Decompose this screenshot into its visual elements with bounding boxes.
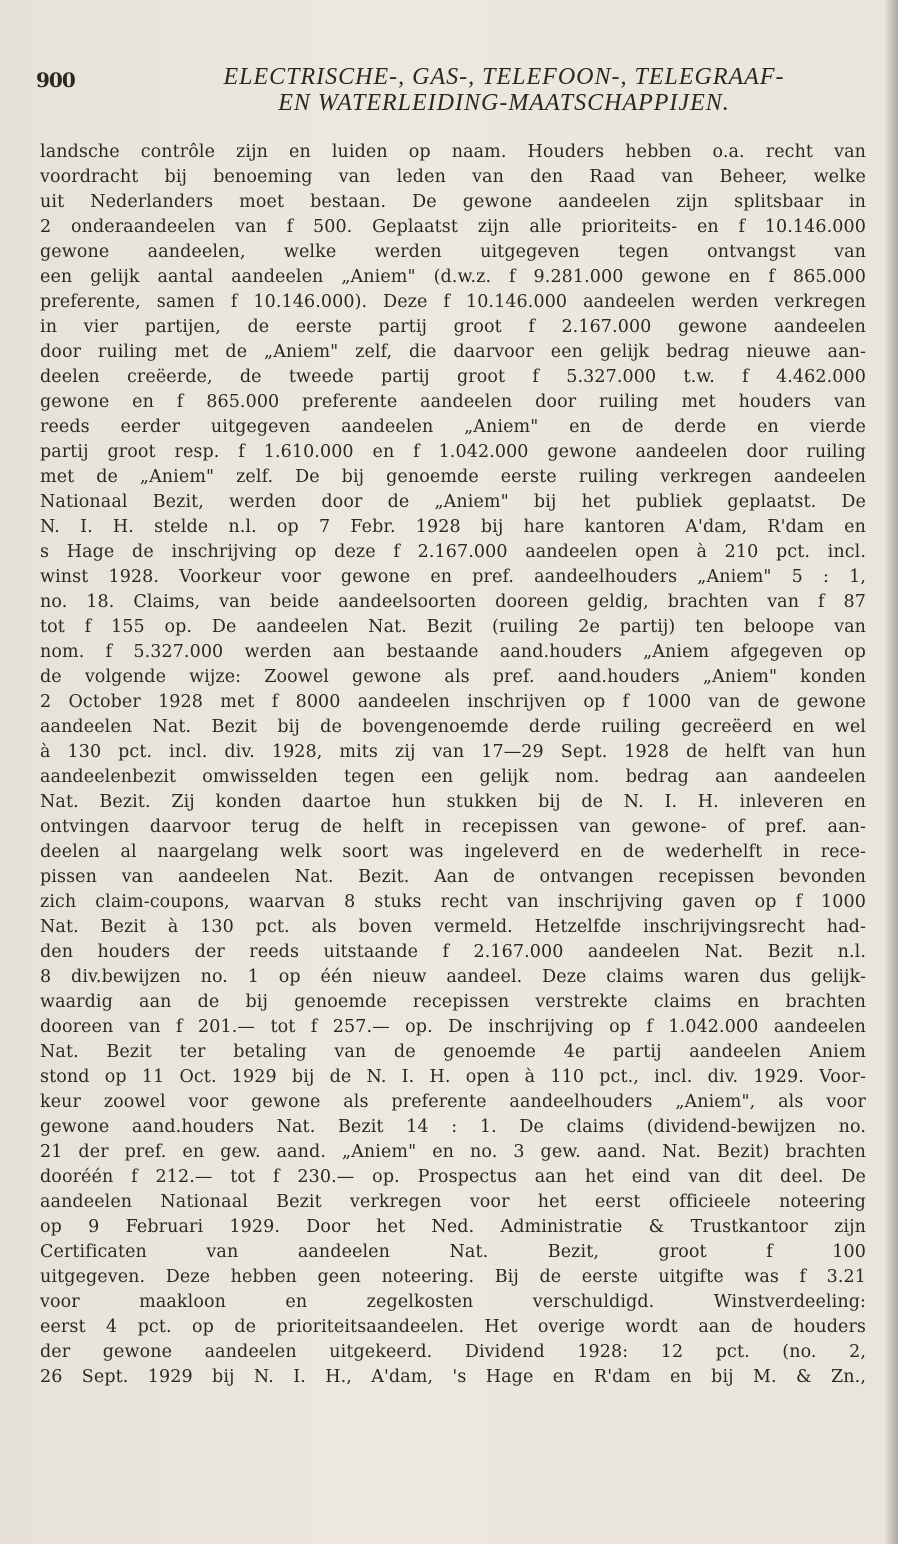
text-line: in vier partijen, de eerste partij groot f 2.167.000 gewone aandeelen <box>40 317 866 337</box>
text-line: dooréén f 212.— tot f 230.— op. Prospectus aan het eind van dit deel. De <box>40 1167 866 1187</box>
text-line: tot f 155 op. De aandeelen Nat. Bezit (ruiling 2e partij) ten beloope van <box>40 617 866 637</box>
text-line: à 130 pct. incl. div. 1928, mits zij van 17—29 Sept. 1928 de helft van hun <box>40 742 866 762</box>
text-line: 2 onderaandeelen van f 500. Geplaatst zijn alle prioriteits- en f 10.146.000 <box>40 217 866 237</box>
page-edge-shadow <box>884 0 898 1544</box>
text-line: zich claim-coupons, waarvan 8 stuks recht van inschrijving gaven op f 1000 <box>40 892 866 912</box>
text-line: gewone aandeelen, welke werden uitgegeven tegen ontvangst van <box>40 242 866 262</box>
text-line: aandeelen Nationaal Bezit verkregen voor het eerst officieele noteering <box>40 1192 866 1212</box>
text-line: stond op 11 Oct. 1929 bij de N. I. H. open à 110 pct., incl. div. 1929. Voor- <box>40 1067 866 1087</box>
text-line: 26 Sept. 1929 bij N. I. H., A'dam, 's Hage en R'dam en bij M. & Zn., <box>40 1367 866 1387</box>
text-line: deelen creëerde, de tweede partij groot f 5.327.000 t.w. f 4.462.000 <box>40 367 866 387</box>
text-line: Nationaal Bezit, werden door de „Aniem" bij het publiek geplaatst. De <box>40 492 866 512</box>
text-line: 21 der pref. en gew. aand. „Aniem" en no. 3 gew. aand. Nat. Bezit) brachten <box>40 1142 866 1162</box>
text-line: winst 1928. Voorkeur voor gewone en pref. aandeelhouders „Aniem" 5 : 1, <box>40 567 866 587</box>
text-line: een gelijk aantal aandeelen „Aniem" (d.w.z. f 9.281.000 gewone en f 865.000 <box>40 267 866 287</box>
text-line: partij groot resp. f 1.610.000 en f 1.042.000 gewone aandeelen door ruiling <box>40 442 866 462</box>
text-line: preferente, samen f 10.146.000). Deze f 10.146.000 aandeelen werden verkregen <box>40 292 866 312</box>
text-line: dooreen van f 201.— tot f 257.— op. De inschrijving op f 1.042.000 aandeelen <box>40 1017 866 1037</box>
text-line: voordracht bij benoeming van leden van den Raad van Beheer, welke <box>40 167 866 187</box>
body-paragraph <box>40 140 866 1390</box>
text-line: gewone en f 865.000 preferente aandeelen door ruiling met houders van <box>40 392 866 412</box>
text-line: aandeelenbezit omwisselden tegen een gelijk nom. bedrag aan aandeelen <box>40 767 866 787</box>
text-line: uitgegeven. Deze hebben geen noteering. Bij de eerste uitgifte was f 3.21 <box>40 1267 866 1287</box>
text-line: de volgende wijze: Zoowel gewone als pref. aand.houders „Aniem" konden <box>40 667 866 687</box>
text-line: ontvingen daarvoor terug de helft in recepissen van gewone- of pref. aan- <box>40 817 866 837</box>
text-line: aandeelen Nat. Bezit bij de bovengenoemde derde ruiling gecreëerd en wel <box>40 717 866 737</box>
text-line: landsche contrôle zijn en luiden op naam. Houders hebben o.a. recht van <box>40 142 866 162</box>
header-title-line-2: EN WATERLEIDING-MAATSCHAPPIJEN. <box>278 90 730 116</box>
page-number: 900 <box>36 68 75 92</box>
text-line: Certificaten van aandeelen Nat. Bezit, groot f 100 <box>40 1242 866 1262</box>
text-line: Nat. Bezit ter betaling van de genoemde 4e partij aandeelen Aniem <box>40 1042 866 1062</box>
text-line: deelen al naargelang welk soort was ingeleverd en de wederhelft in rece- <box>40 842 866 862</box>
text-line: met de „Aniem" zelf. De bij genoemde eerste ruiling verkregen aandeelen <box>40 467 866 487</box>
text-line: 8 div.bewijzen no. 1 op één nieuw aandeel. Deze claims waren dus gelijk- <box>40 967 866 987</box>
text-line: Nat. Bezit à 130 pct. als boven vermeld. Hetzelfde inschrijvingsrecht had- <box>40 917 866 937</box>
text-line: door ruiling met de „Aniem" zelf, die daarvoor een gelijk bedrag nieuwe aan- <box>40 342 866 362</box>
text-line: eerst 4 pct. op de prioriteitsaandeelen. Het overige wordt aan de houders <box>40 1317 866 1337</box>
text-line: no. 18. Claims, van beide aandeelsoorten dooreen geldig, brachten van f 87 <box>40 592 866 612</box>
text-line: waardig aan de bij genoemde recepissen verstrekte claims en brachten <box>40 992 866 1012</box>
text-line: uit Nederlanders moet bestaan. De gewone aandeelen zijn splitsbaar in <box>40 192 866 212</box>
header-title <box>144 64 864 116</box>
text-line: s Hage de inschrijving op deze f 2.167.000 aandeelen open à 210 pct. incl. <box>40 542 866 562</box>
text-line: gewone aand.houders Nat. Bezit 14 : 1. De claims (dividend-bewijzen no. <box>40 1117 866 1137</box>
text-line: Nat. Bezit. Zij konden daartoe hun stukken bij de N. I. H. inleveren en <box>40 792 866 812</box>
text-line: 2 October 1928 met f 8000 aandeelen inschrijven op f 1000 van de gewone <box>40 692 866 712</box>
text-line: nom. f 5.327.000 werden aan bestaande aand.houders „Aniem afgegeven op <box>40 642 866 662</box>
text-line: N. I. H. stelde n.l. op 7 Febr. 1928 bij hare kantoren A'dam, R'dam en <box>40 517 866 537</box>
text-line: op 9 Februari 1929. Door het Ned. Administratie & Trustkantoor zijn <box>40 1217 866 1237</box>
text-line: reeds eerder uitgegeven aandeelen „Aniem" en de derde en vierde <box>40 417 866 437</box>
text-line: der gewone aandeelen uitgekeerd. Dividend 1928: 12 pct. (no. 2, <box>40 1342 866 1362</box>
text-line: den houders der reeds uitstaande f 2.167.000 aandeelen Nat. Bezit n.l. <box>40 942 866 962</box>
text-line: voor maakloon en zegelkosten verschuldigd. Winstverdeeling: <box>40 1292 866 1312</box>
running-header <box>36 64 866 120</box>
text-line: keur zoowel voor gewone als preferente aandeelhouders „Aniem", als voor <box>40 1092 866 1112</box>
header-title-line-1: ELECTRISCHE-, GAS-, TELEFOON-, TELEGRAAF- <box>223 64 785 90</box>
text-line: pissen van aandeelen Nat. Bezit. Aan de ontvangen recepissen bevonden <box>40 867 866 887</box>
